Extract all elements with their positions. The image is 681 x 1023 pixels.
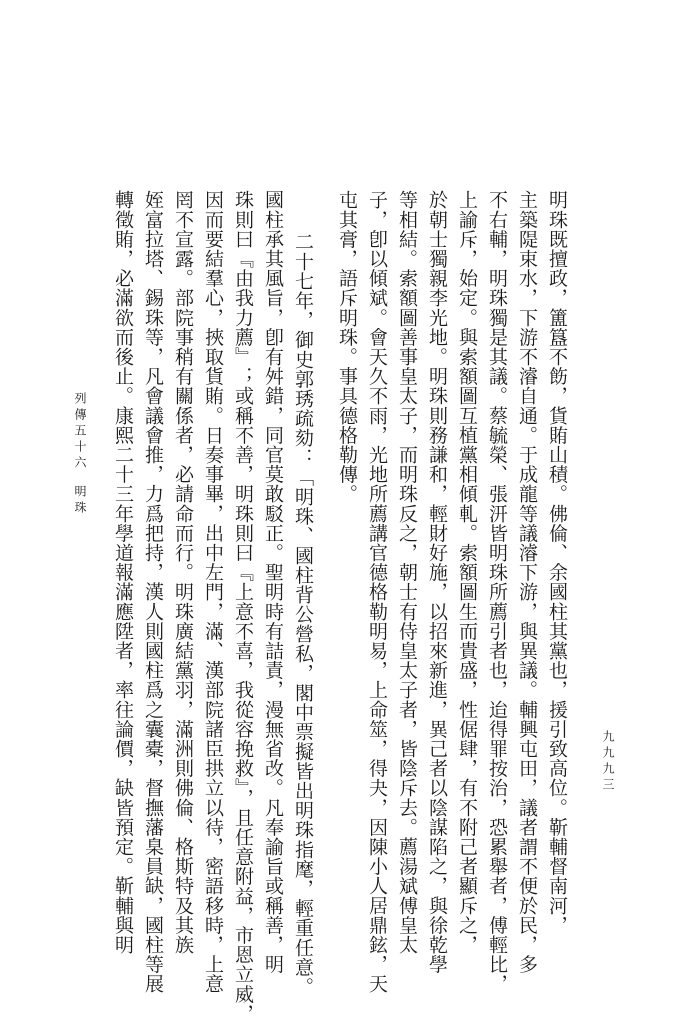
text-column: 不右輔，明珠獨是其議。蔡毓榮、張汧皆明珠所薦引者也，迨得罪按治，恐累舉者，傅輕比， bbox=[486, 190, 508, 994]
text-column: 姪富拉塔、錫珠等，凡會議會推，力爲把持，漢人則國柱爲之囊橐，督撫藩臬員缺，國柱等展 bbox=[142, 190, 164, 994]
paragraph-start-column: 二十七年，御史郭琇疏劾：「明珠、國柱背公營私，閣中票擬皆出明珠指麾，輕重任意。 bbox=[292, 232, 314, 997]
text-column: 屯其膏，語斥明珠。事具德格勒傳。 bbox=[336, 190, 358, 504]
text-column: 國柱承其風旨，卽有舛錯，同官莫敢駁正。聖明時有詰責，漫無省改。凡奉諭旨或稱善，明 bbox=[262, 190, 284, 974]
text-column: 於朝士獨親李光地。明珠則務謙和，輕財好施，以招來新進，異己者以陰謀陷之，與徐乾學 bbox=[426, 190, 448, 974]
text-column: 珠則曰『由我力薦』；或稱不善，明珠則曰『上意不喜，我從容挽救』，且任意附益，市恩立威， bbox=[232, 190, 254, 1023]
text-column: 主築隄束水，下游不濬自通。于成龍等議濬下游，與異議。輔興屯田，議者謂不便於民，多 bbox=[516, 190, 538, 974]
chapter-header: 列傳五十六 bbox=[73, 392, 87, 472]
page-number: 九九九三 bbox=[601, 730, 615, 794]
text-column: 罔不宣露。部院事稍有關係者，必請命而行。明珠廣結黨羽，滿洲則佛倫、格斯特及其族 bbox=[172, 190, 194, 955]
subject-header: 明珠 bbox=[73, 485, 87, 517]
text-column: 轉徵賄，必滿欲而後止。康熙二十三年學道報滿應陞者，率往論價，缺皆預定。靳輔與明 bbox=[112, 190, 134, 955]
text-column: 子，卽以傾斌。會天久不雨，光地所薦講官德格勒明易，上命筮，得夬，因陳小人居鼎鉉，天 bbox=[366, 190, 388, 994]
text-column: 明珠既擅政，簠簋不飭，貨賄山積。佛倫、余國柱其黨也，援引致高位。靳輔督南河， bbox=[546, 190, 568, 935]
text-column: 上諭斥，始定。與索額圖互植黨相傾軋。索額圖生而貴盛，性倨肆，有不附己者顯斥之， bbox=[456, 190, 478, 955]
text-column: 等相結。索額圖善事皇太子，而明珠反之，朝士有侍皇太子者，皆陰斥去。薦湯斌傅皇太 bbox=[396, 190, 418, 955]
text-column: 因而要結羣心，挾取貨賄。日奏事畢，出中左門，滿、漢部院諸臣拱立以待，密語移時，上意 bbox=[202, 190, 224, 994]
